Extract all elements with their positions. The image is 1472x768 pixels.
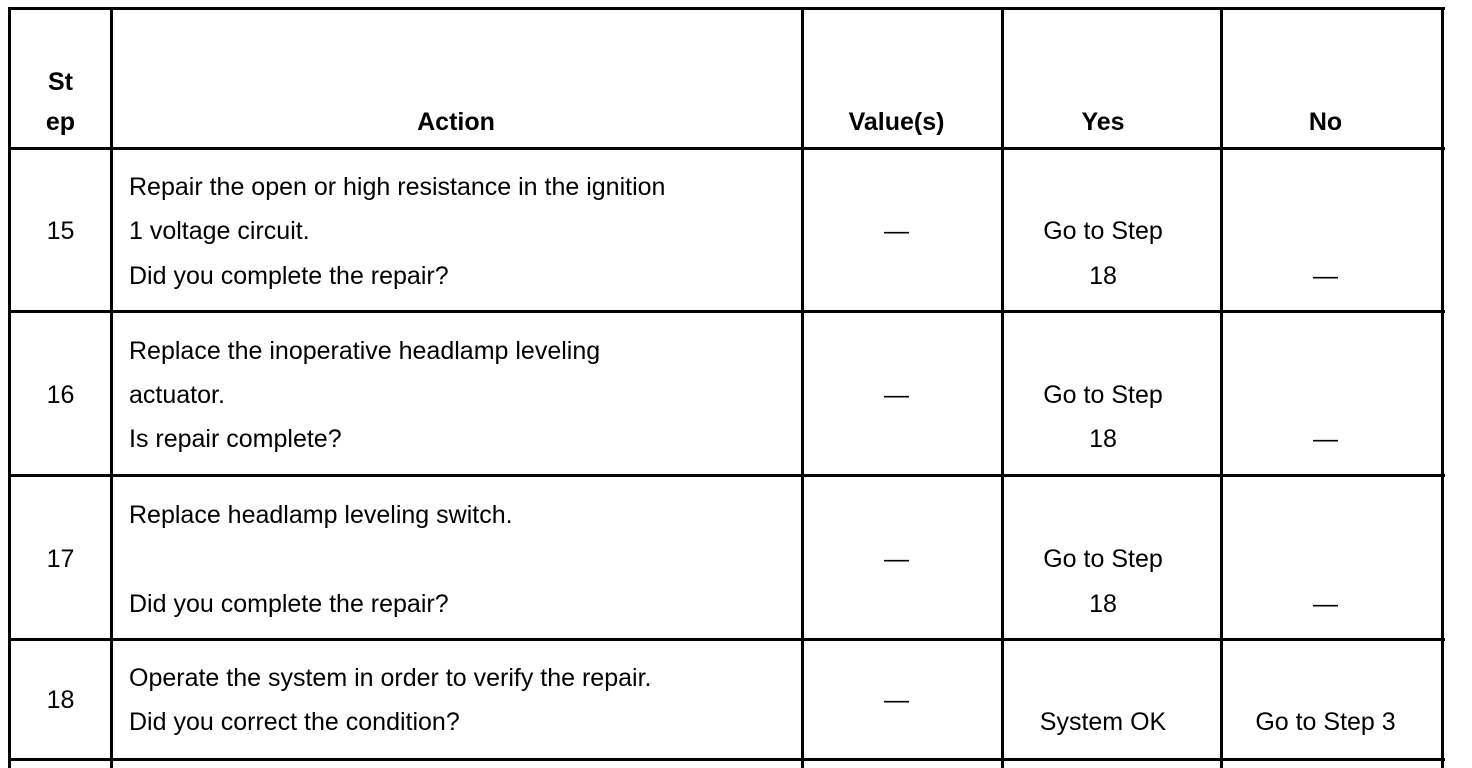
- row-yes-line: 18: [1089, 590, 1117, 618]
- row-divider: [8, 147, 1445, 150]
- row-step: 18: [46, 686, 75, 714]
- row-action-line: Replace headlamp leveling switch.: [129, 501, 513, 529]
- row-divider: [8, 310, 1445, 313]
- row-value: —: [884, 686, 909, 714]
- row-divider: [8, 638, 1445, 641]
- row-step: 16: [46, 381, 75, 409]
- row-value: —: [884, 545, 909, 573]
- table-border-right: [1441, 8, 1444, 768]
- row-no: —: [1313, 425, 1338, 453]
- row-no: —: [1313, 262, 1338, 290]
- row-step: 17: [46, 545, 75, 573]
- header-yes: Yes: [1081, 108, 1125, 136]
- header-action: Action: [417, 108, 495, 136]
- table-border-bottom: [8, 758, 1445, 761]
- row-value: —: [884, 217, 909, 245]
- table-border-top: [8, 7, 1445, 10]
- header-values: Value(s): [848, 108, 945, 136]
- row-yes-line: 18: [1089, 425, 1117, 453]
- row-action-line: Did you correct the condition?: [129, 708, 460, 736]
- row-divider: [8, 474, 1445, 477]
- header-step-line2: ep: [45, 108, 76, 136]
- row-action-line: actuator.: [129, 381, 225, 409]
- row-action-line: Operate the system in order to verify the repair.: [129, 664, 652, 692]
- row-action-line: Repair the open or high resistance in the ignition: [129, 173, 666, 201]
- row-yes-line: Go to Step: [1043, 381, 1163, 409]
- row-no: Go to Step 3: [1255, 708, 1396, 736]
- row-yes-line: 18: [1089, 262, 1117, 290]
- row-action-line: Did you complete the repair?: [129, 262, 449, 290]
- row-action-line: Is repair complete?: [129, 425, 342, 453]
- header-no: No: [1308, 108, 1343, 136]
- row-action-line: Did you complete the repair?: [129, 590, 449, 618]
- row-no: —: [1313, 590, 1338, 618]
- row-action-line: 1 voltage circuit.: [129, 217, 310, 245]
- row-yes-line: Go to Step: [1043, 545, 1163, 573]
- row-value: —: [884, 381, 909, 409]
- row-yes-line: System OK: [1039, 708, 1167, 736]
- header-step-line1: St: [48, 68, 73, 96]
- row-action-line: Replace the inoperative headlamp leveling: [129, 337, 601, 365]
- row-step: 15: [46, 217, 75, 245]
- row-yes-line: Go to Step: [1043, 217, 1163, 245]
